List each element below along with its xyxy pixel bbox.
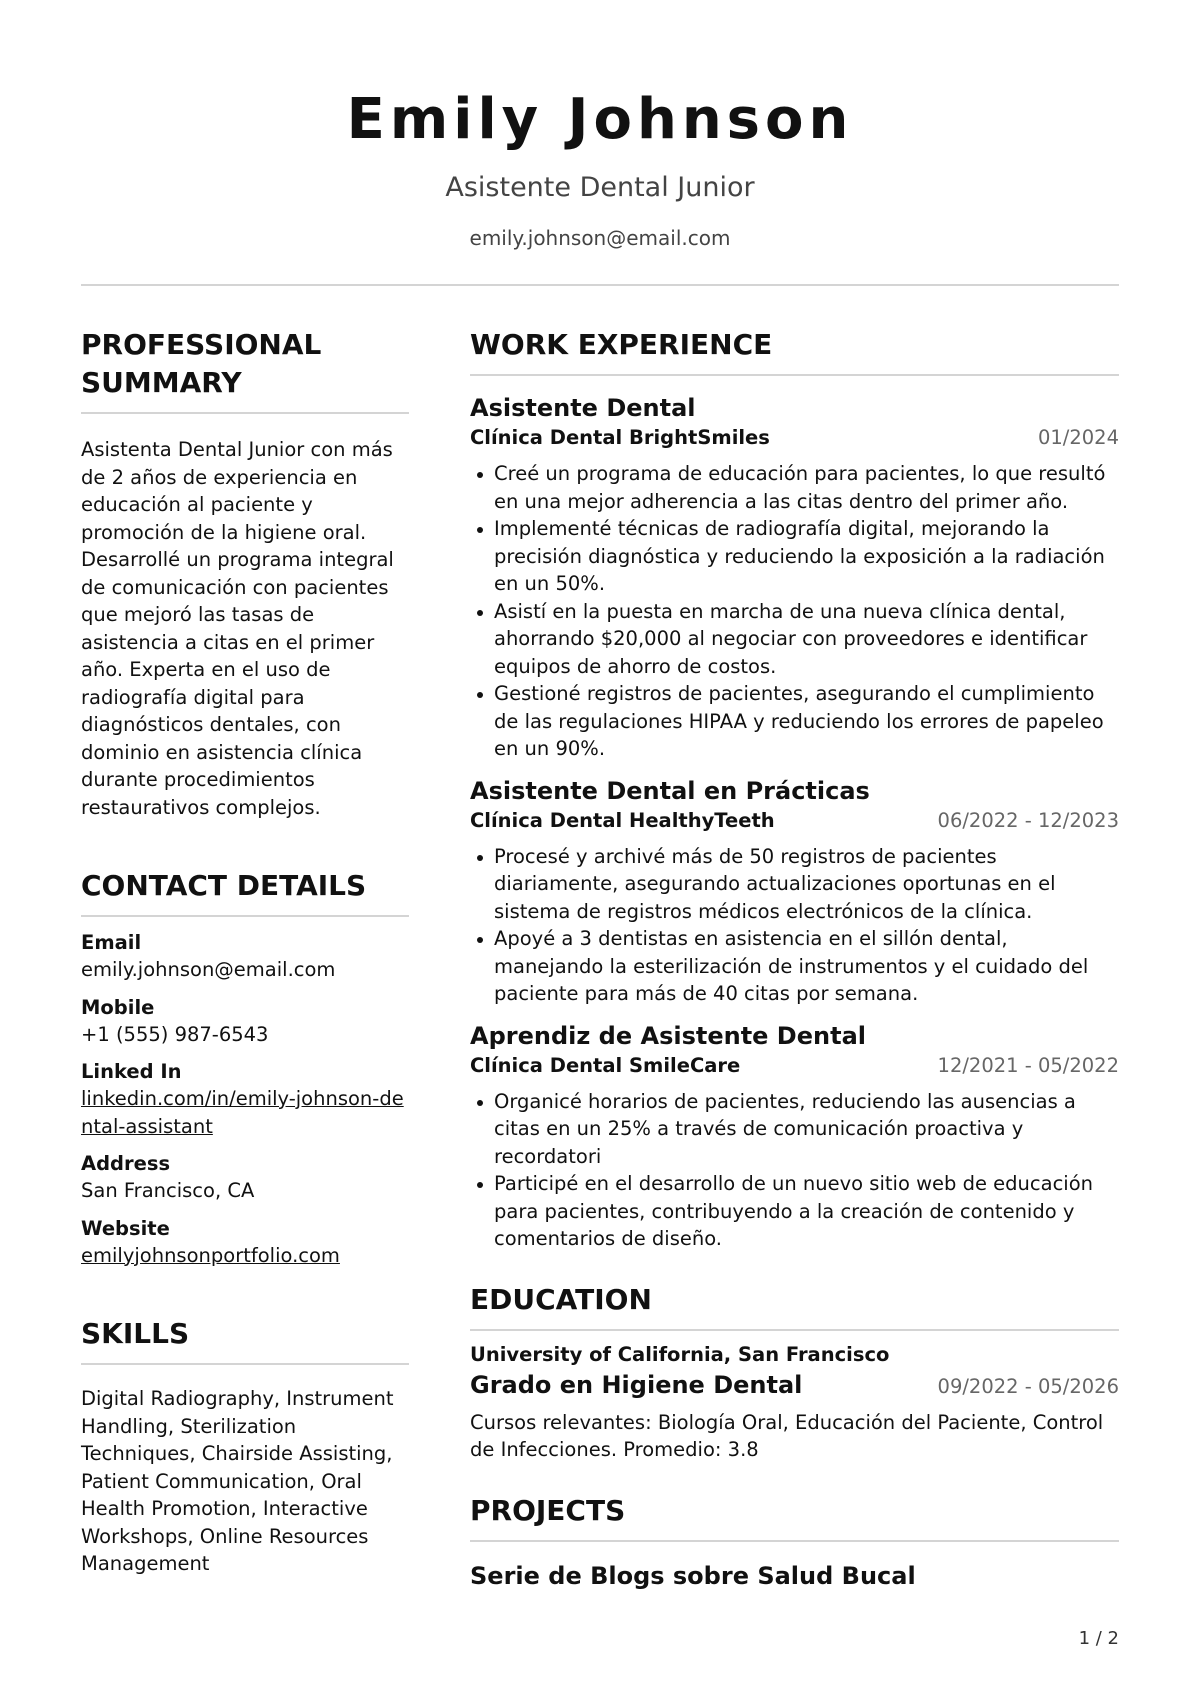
skills-section — [81, 1315, 409, 1578]
skills-heading: SKILLS — [81, 1315, 409, 1365]
education-heading: EDUCATION — [470, 1281, 1119, 1331]
job-date: 12/2021 - 05/2022 — [937, 1053, 1119, 1077]
contact-mobile — [81, 994, 409, 1049]
job-bullet: Gestioné registros de pacientes, asegurando el cumplimiento de las regulaciones HIPAA y reduciendo los errores de papeleo en un 90%. — [470, 680, 1119, 763]
website-link[interactable]: emilyjohnsonportfolio.com — [81, 1243, 340, 1267]
job-bullets — [470, 843, 1119, 1008]
candidate-title: Asistente Dental Junior — [445, 172, 755, 203]
job-bullet: Asistí en la puesta en marcha de una nueva clínica dental, ahorrando $20,000 al negociar con proveedores e identificar equipos de ahorro de costos. — [470, 598, 1119, 681]
edu-description: Cursos relevantes: Biología Oral, Educación del Paciente, Control de Infecciones. Promedio: 3.8 — [470, 1410, 1104, 1461]
job-company: Clínica Dental BrightSmiles — [470, 426, 770, 449]
candidate-name: Emily Johnson — [346, 87, 854, 152]
resume-header — [81, 86, 1119, 252]
project-title: Serie de Blogs sobre Salud Bucal — [470, 1561, 916, 1590]
job-bullet: Procesé y archivé más de 50 registros de pacientes diariamente, asegurando actualizaciones oportunas en el sistema de registros médicos electrónicos de la clínica. — [470, 843, 1119, 926]
skills-text: Digital Radiography, Instrument Handling, Sterilization Techniques, Chairside Assisting, Patient Communication, Oral Health Promotion, Interactive Workshops, Online Resources Management — [81, 1387, 394, 1575]
job-bullets — [470, 460, 1119, 763]
job-company: Clínica Dental HealthyTeeth — [470, 808, 775, 832]
contact-heading: CONTACT DETAILS — [81, 867, 409, 917]
contact-mobile-label: Mobile — [81, 995, 155, 1019]
work-section — [470, 326, 1119, 1253]
page-number: 1 / 2 — [1078, 1628, 1119, 1649]
contact-address-value: San Francisco, CA — [81, 1179, 255, 1202]
contact-email-value: emily.johnson@email.com — [81, 958, 336, 981]
job-bullet: Participé en el desarrollo de un nuevo sitio web de educación para pacientes, contribuyendo a la creación de contenido y comentarios de diseño. — [470, 1170, 1119, 1253]
linkedin-link[interactable]: linkedin.com/in/emily-johnson-dental-assistant — [81, 1087, 404, 1138]
header-divider — [81, 284, 1119, 286]
right-column — [470, 326, 1119, 1592]
job-title: Asistente Dental en Prácticas — [470, 776, 870, 805]
job-bullets — [470, 1088, 1119, 1253]
job-date: 06/2022 - 12/2023 — [937, 808, 1119, 832]
summary-section — [81, 326, 409, 821]
edu-date: 09/2022 - 05/2026 — [937, 1374, 1119, 1398]
edu-degree: Grado en Higiene Dental — [470, 1370, 803, 1399]
contact-address — [81, 1150, 409, 1205]
contact-address-label: Address — [81, 1152, 171, 1175]
job-bullet: Creé un programa de educación para pacientes, lo que resultó en una mejor adherencia a las citas dentro del primer año. — [470, 460, 1119, 515]
contact-linkedin — [81, 1058, 409, 1140]
summary-heading: PROFESSIONAL SUMMARY — [81, 326, 409, 414]
job-company: Clínica Dental SmileCare — [470, 1053, 741, 1077]
job-entry — [470, 392, 1119, 763]
contact-mobile-value: +1 (555) 987-6543 — [81, 1022, 269, 1046]
header-email: emily.johnson@email.com — [469, 226, 731, 250]
job-bullet: Apoyé a 3 dentistas en asistencia en el sillón dental, manejando la esterilización de instrumentos y el cuidado del paciente para más de 40 citas por semana. — [470, 925, 1119, 1008]
job-bullet: Implementé técnicas de radiografía digital, mejorando la precisión diagnóstica y reduciendo la exposición a la radiación en un 50%. — [470, 515, 1119, 598]
contact-section — [81, 867, 409, 1269]
projects-section — [470, 1492, 1119, 1592]
edu-school: University of California, San Francisco — [470, 1342, 890, 1366]
projects-heading: PROJECTS — [470, 1492, 1119, 1542]
contact-email-label: Email — [81, 931, 142, 954]
contact-website-label: Website — [81, 1216, 170, 1240]
education-section — [470, 1281, 1119, 1464]
contact-list — [81, 929, 409, 1269]
work-heading: WORK EXPERIENCE — [470, 326, 1119, 376]
job-entry — [470, 775, 1119, 1008]
summary-text: Asistenta Dental Junior con más de 2 años de experiencia en educación al paciente y promoción de la higiene oral. Desarrollé un programa integral de comunicación con pacientes que mejoró las tasas de asistencia a citas en el primer año. Experta en el uso de radiografía digital para diagnósticos dentales, con dominio en asistencia clínica durante procedimientos restaurativos complejos. — [81, 438, 394, 819]
job-entry — [470, 1020, 1119, 1253]
job-title: Aprendiz de Asistente Dental — [470, 1021, 866, 1050]
left-column — [81, 326, 409, 1624]
contact-website — [81, 1215, 409, 1270]
job-title: Asistente Dental — [470, 394, 696, 422]
job-date: 01/2024 — [1037, 426, 1119, 449]
contact-email — [81, 929, 409, 984]
job-bullet: Organicé horarios de pacientes, reduciendo las ausencias a citas en un 25% a través de comunicación proactiva y recordatori — [470, 1088, 1119, 1171]
contact-linkedin-label: Linked In — [81, 1060, 182, 1083]
